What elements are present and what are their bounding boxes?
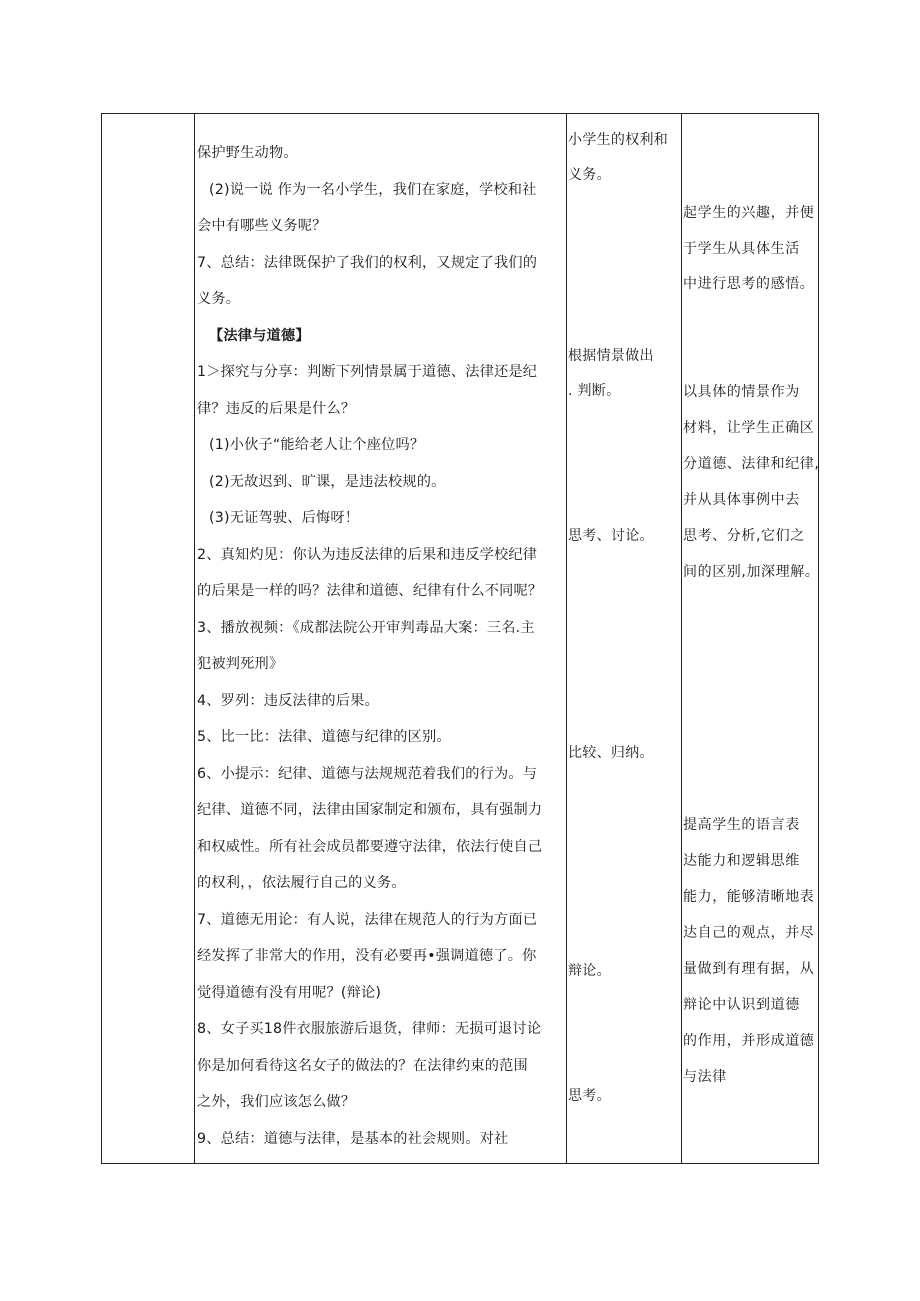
text-line: 3、播放视频：《成都法院公开审判毒品大案：三名.主	[197, 620, 535, 636]
design-intent-cell	[682, 114, 820, 1163]
text-line: 经发挥了非常大的作用，没有必要再•强调道德了。你	[197, 948, 537, 964]
text-line: 觉得道德有没有用呢？(辩论)	[197, 985, 382, 1001]
text-line: 律？违反的后果是什么？	[197, 401, 356, 417]
text-line: 提高学生的语言表	[683, 817, 800, 833]
teaching-process-cell	[195, 114, 566, 1163]
text-line: 的后果是一样的吗？法律和道德、纪律有什么不同呢？	[197, 583, 543, 599]
text-line: 义务。	[568, 167, 611, 183]
text-line: 比较、归纳。	[568, 745, 654, 761]
text-line: 义务。	[197, 291, 241, 307]
text-line: 起学生的兴趣，并便	[683, 205, 815, 221]
text-line: 的权利，，依法履行自己的义务。	[197, 875, 406, 891]
text-line: 思考、讨论。	[568, 528, 654, 544]
text-line: 犯被判死刑》	[197, 656, 284, 672]
text-line: 9、总结：道德与法律，是基本的社会规则。对社	[197, 1131, 509, 1147]
text-line: 能力，能够清晰地表	[683, 889, 815, 905]
text-line: 和权威性。所有社会成员都要遵守法律，依法行使自己	[197, 839, 543, 855]
text-line: 以具体的情景作为	[683, 384, 800, 400]
text-line: 纪律、道德不同，法律由国家制定和颁布，具有强制力	[197, 802, 543, 818]
text-line: 与法律	[683, 1069, 727, 1085]
text-line: 间的区别,加深理解。	[683, 564, 820, 580]
text-line: 达能力和逻辑思维	[683, 853, 800, 869]
text-line: 2、真知灼见：你认为违反法律的后果和违反学校纪律	[197, 547, 538, 563]
text-line: 于学生从具体生活	[683, 241, 800, 257]
text-line: 中进行思考的感悟。	[683, 276, 815, 292]
text-line: 思考。	[568, 1088, 611, 1104]
text-line: 达自己的观点，并尽	[683, 925, 815, 941]
text-line: 会中有哪些义务呢？	[197, 218, 327, 234]
text-line: 你是加何看待这名女子的做法的？在法律约束的范围	[197, 1058, 528, 1074]
text-line: 保护野生动物。	[197, 145, 298, 161]
text-line: 4、罗列：违反法律的后果。	[197, 693, 379, 709]
student-activity-cell	[567, 114, 681, 1163]
lesson-plan-table	[101, 113, 819, 1164]
text-line: 并从具体事例中去	[683, 492, 800, 508]
text-line: 1＞探究与分享：判断下列情景属于道德、法律还是纪	[197, 364, 538, 380]
text-line: 8、女子买18件衣服旅游后退货，律师：无损可退讨论	[197, 1021, 542, 1037]
text-line: (3)无证驾驶、后悔呀！	[209, 510, 360, 526]
text-line: 根据情景做出	[568, 348, 654, 364]
text-line: 思考、分析,它们之	[683, 528, 805, 544]
text-line: 6、小提示：纪律、道德与法规规范着我们的行为。与	[197, 766, 538, 782]
text-line: . 判断。	[568, 383, 621, 399]
text-line: 辩论。	[568, 963, 611, 979]
text-line: 辩论中认识到道德	[683, 997, 800, 1013]
text-line: 小学生的权利和	[568, 132, 669, 148]
text-line: 5、比一比：法律、道德与纪律的区别。	[197, 729, 451, 745]
text-line: 量做到有理有据，从	[683, 961, 815, 977]
text-line: 之外，我们应该怎么做？	[197, 1094, 356, 1110]
text-line: (2)说一说 作为一名小学生，我们在家庭，学校和社	[209, 182, 537, 198]
text-line: 7、总结：法律既保护了我们的权利，又规定了我们的	[197, 255, 538, 271]
text-line: 7、道德无用论：有人说，法律在规范人的行为方面已	[197, 912, 538, 928]
text-line: (2)无故迟到、旷课，是违法校规的。	[209, 474, 446, 490]
text-line: 分道德、法律和纪律,	[683, 456, 820, 472]
text-line: 的作用，并形成道德	[683, 1033, 815, 1049]
text-line: (1)小伙子“能给老人让个座位吗？	[209, 437, 425, 453]
section-heading: 【法律与道德】	[209, 328, 310, 344]
text-line: 材料，让学生正确区	[683, 420, 815, 436]
